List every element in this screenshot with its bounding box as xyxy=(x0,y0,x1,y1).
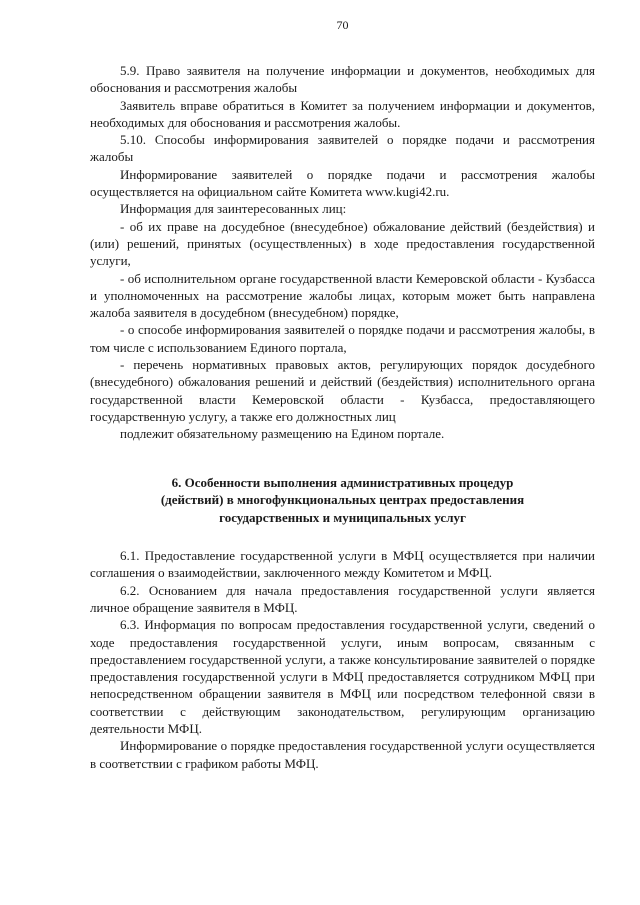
section-6-title xyxy=(90,474,595,527)
paragraph: Информирование заявителей о порядке подачи и рассмотрения жалобы осуществляется на официальном сайте Комитета www.kugi42.ru. xyxy=(90,166,595,200)
list-item: - перечень нормативных правовых актов, регулирующих порядок досудебного (внесудебного) обжалования решений и действий (бездействия) исполнительного органа государственной власти Кемеровской области - Кузбасса, предоставляющего государственную услугу, а также его должностных лиц xyxy=(90,357,595,424)
paragraph: подлежит обязательному размещению на Едином портале. xyxy=(120,426,445,442)
document-body xyxy=(90,62,595,772)
paragraph-6-1: 6.1. Предоставление государственной услуги в МФЦ осуществляется при наличии соглашения о взаимодействии, заключенного между Комитетом и МФЦ. xyxy=(90,548,595,581)
paragraph-5-10-heading: 5.10. Способы информирования заявителей о порядке подачи и рассмотрения жалобы xyxy=(90,132,595,165)
paragraph-5-9-heading: 5.9. Право заявителя на получение информации и документов, необходимых для обоснования и рассмотрения жалобы xyxy=(90,63,595,96)
list-item: - об их праве на досудебное (внесудебное) обжалование действий (бездействия) и (или) решений, принятых (осуществленных) в ходе предоставления государственной услуги, xyxy=(90,218,595,269)
paragraph-6-2: 6.2. Основанием для начала предоставления государственной услуги является личное обращение заявителя в МФЦ. xyxy=(90,582,595,615)
section-title-line: государственных и муниципальных услуг xyxy=(219,509,466,525)
page-number: 70 xyxy=(336,18,349,32)
paragraph: Заявитель вправе обратиться в Комитет за получением информации и документов, необходимых для обоснования и рассмотрения жалобы. xyxy=(90,97,595,130)
list-item: - о способе информирования заявителей о порядке подачи и рассмотрения жалобы, в том числе с использованием Единого портала, xyxy=(90,322,595,355)
paragraph: Информирование о порядке предоставления государственной услуги осуществляется в соответствии с графиком работы МФЦ. xyxy=(90,738,595,771)
document-page xyxy=(90,0,595,905)
paragraph: Информация для заинтересованных лиц: xyxy=(120,201,347,217)
section-title-line: 6. Особенности выполнения административных процедур xyxy=(171,474,514,490)
list-item: - об исполнительном органе государственной власти Кемеровской области - Кузбасса и уполномоченных на рассмотрение жалобы лицах, которым может быть направлена жалоба заявителя в досудебном (внесудебном) порядке, xyxy=(90,270,595,321)
section-title-line: (действий) в многофункциональных центрах предоставления xyxy=(160,492,525,508)
paragraph-6-3: 6.3. Информация по вопросам предоставления государственной услуги, сведений о ходе предоставления государственной услуги, иным вопросам, связанным с предоставлением государственной услуги, а также консультирование заявителей о порядке предоставления государственной услуги в МФЦ предоставляется сотрудником МФЦ при непосредственном обращении заявителя в МФЦ или посредством телефонной связи в соответствии с действующим законодательством, регулирующим организацию деятельности МФЦ. xyxy=(90,617,595,736)
